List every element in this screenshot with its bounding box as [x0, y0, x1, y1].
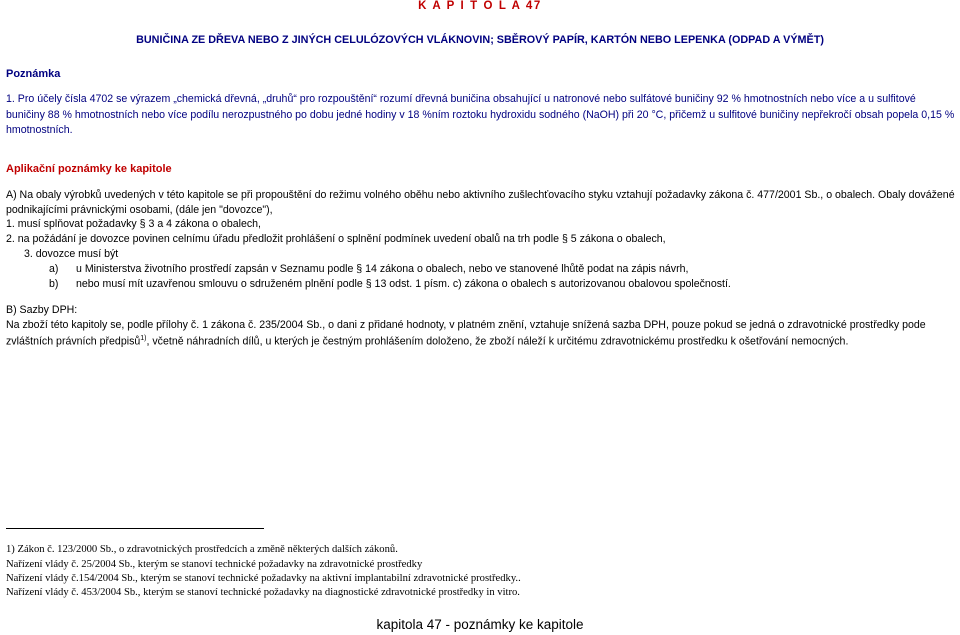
footnote-3: Nařízení vlády č.154/2004 Sb., kterým se stanoví technické požadavky na aktivní implantabilní zdravotnické prostředky.. [6, 573, 521, 584]
list-item-2: 2. na požádání je dovozce povinen celnímu úřadu předložit prohlášení o splnění podmínek uvedení obalů na trh podle § 5 zákona o obalech, [6, 233, 666, 245]
footnote-2: Nařízení vlády č. 25/2004 Sb., kterým se stanoví technické požadavky na zdravotnické prostředky [6, 559, 423, 570]
chapter-title: K A P I T O L A 47 [418, 0, 542, 12]
vat-line-2 [6, 332, 956, 349]
vat-paragraph [6, 318, 956, 349]
footnote-4: Nařízení vlády č. 453/2004 Sb., kterým se stanoví technické požadavky na diagnostické zdravotnické prostředky in vitro. [6, 587, 520, 598]
sub-item-b-letter: b) [49, 278, 59, 290]
footnote-divider [6, 528, 264, 529]
chapter-subtitle: BUNIČINA ZE DŘEVA NEBO Z JINÝCH CELULÓZOVÝCH VLÁKNOVIN; SBĚROVÝ PAPÍR, KARTÓN NEBO LEPENKA (ODPAD A VÝMĚT) [136, 34, 824, 46]
application-notes-heading: Aplikační poznámky ke kapitole [6, 163, 172, 175]
vat-heading: B) Sazby DPH: [6, 304, 78, 316]
vat-line-2-start: zvláštních právních předpisů [6, 335, 141, 348]
sub-item-b-text: nebo musí mít uzavřenou smlouvu o sdruženém plnění podle § 13 odst. 1 písm. c) zákona o obalech s autorizovanou obalovou společností. [76, 278, 731, 290]
paragraph-a: A) Na obaly výrobků uvedených v této kapitole se při propouštění do režimu volného oběhu nebo aktivního zušlechťovacího styku vztahují požadavky zákona č. 477/2001 Sb., o obalech. Obaly dovážené podnikajícími právnickými osobami, (dále jen "dovozce"), [6, 189, 955, 216]
sub-item-a-text: u Ministerstva životního prostředí zapsán v Seznamu podle § 14 zákona o obalech, nebo ve stanovené lhůtě podat na zápis návrh, [76, 263, 689, 275]
note-text: 1. Pro účely čísla 4702 se výrazem „chemická dřevná, „druhů“ pro rozpouštění“ rozumí dřevná buničina obsahující u natronové nebo sulfátové buničiny 92 % hmotnostních nebo více a u sulfitové buničiny 88 % hmotnostních nebo více podílu nerozpustného po dobu jedné hodiny v 18 %ním roztoku hydroxidu sodného (NaOH) při 20 °C, přičemž u sulfitové buničiny nepřekročí obsah popela 0,15 % hmotnostních. [6, 93, 955, 136]
list-item-1: 1. musí splňovat požadavky § 3 a 4 zákona o obalech, [6, 218, 262, 230]
vat-line-2-end: , včetně náhradních dílů, u kterých je čestným prohlášením doloženo, že zboží náleží k určitému zdravotnickému prostředku k ošetřování nemocných. [146, 335, 849, 348]
page-footer: kapitola 47 - poznámky ke kapitole [376, 617, 584, 632]
sub-item-a-letter: a) [49, 263, 59, 275]
note-heading: Poznámka [6, 68, 61, 80]
footnote-1: 1) Zákon č. 123/2000 Sb., o zdravotnických prostředcích a změně některých dalších zákonů. [6, 544, 398, 555]
list-item-3: 3. dovozce musí být [24, 248, 119, 260]
vat-line-1: Na zboží této kapitoly se, podle přílohy č. 1 zákona č. 235/2004 Sb., o dani z přidané hodnoty, v platném znění, vztahuje snížená sazba DPH, pouze pokud se jedná o zdravotnické prostředky pode [6, 319, 926, 331]
footnote-ref[interactable]: 1) [140, 335, 147, 342]
